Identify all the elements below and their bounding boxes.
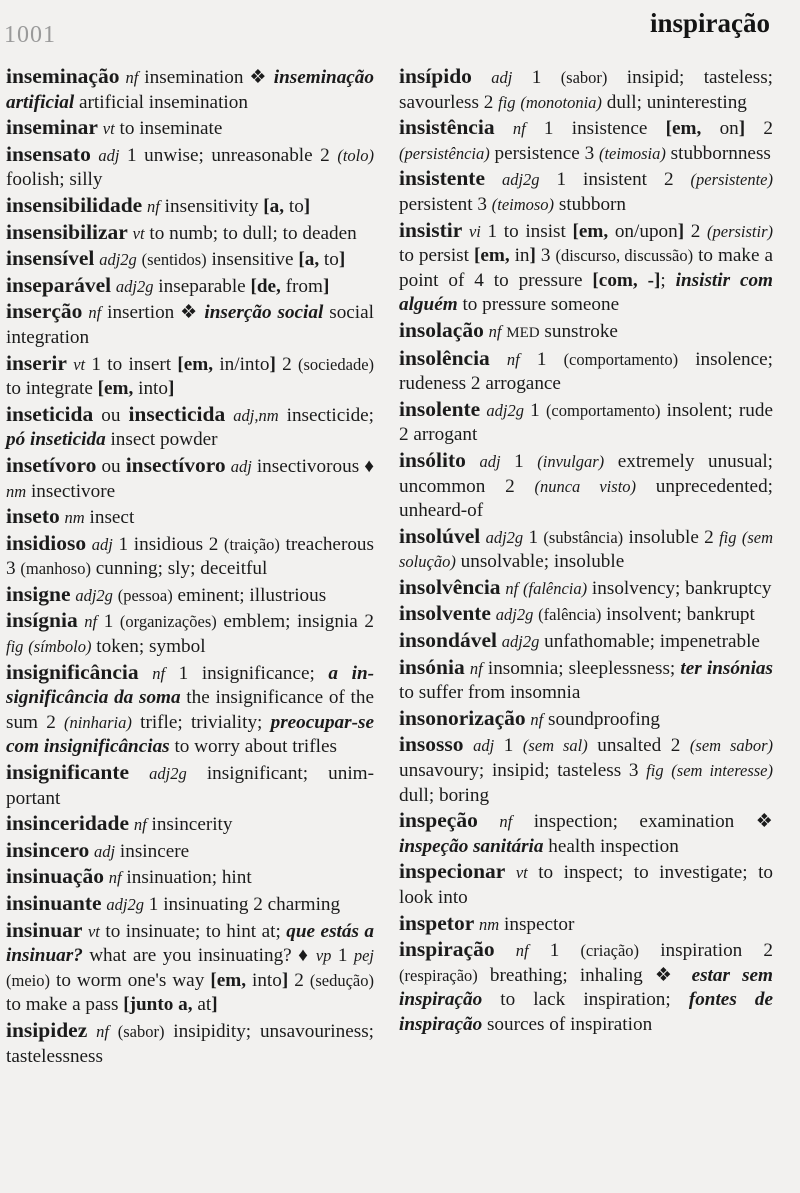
entry-insistente: insistente adj2g 1 insistent 2 (persistente) persistent 3 (teimoso) stubborn [399,166,773,215]
entry-inseminar: inseminar vt to inseminate [6,115,223,140]
entry-insercao: inserção nf insertion ❖ inserção social social integration [6,299,374,348]
entry-insignia: insígnia nf 1 (organizações) emblem; insignia 2 fig (símbolo) token; symbol [6,608,374,658]
right-column [399,64,773,1038]
entry-insonia: insónia nf insomnia; sleeplessness; ter insónias to suffer from insomnia [399,654,773,704]
entry-inspiracao: inspiração nf 1 (criação) inspiration 2 (respiração) breathing; inhaling ❖ estar sem inspiração to lack inspiration; fontes de inspiração sources of inspiration [399,937,774,1035]
entry-insolencia: insolência nf 1 (comportamento) insolence; rudeness 2 arrogance [399,345,774,395]
entry-insondavel: insondável adj2g unfathomable; impenetrable [399,628,760,653]
entry-insignificancia: insignificância nf 1 insignificance; a insignificância da soma the insignificance of the sum 2 (ninharia) trifle; triviality; preocupar-se com insignificâncias to worry about trifles [6,659,375,758]
entry-inseparavel: inseparável adj2g inseparable [de, from] [6,272,330,297]
entry-inseticida: inseticida ou insecticida adj,nm insecticide; pó inseticida insect powder [6,401,375,451]
entry-inspecao: inspeção nf inspection; examination ❖ inspeção sanitária health inspection [399,808,773,857]
entry-insincero: insincero adj insincere [6,837,190,862]
entry-insipido: insípido adj 1 (sabor) insipid; tasteless; savourless 2 fig (monotonia) dull; uninteresting [399,64,773,113]
entry-insolito: insólito adj 1 (invulgar) extremely unusual; uncommon 2 (nunca visto) unprecedented; unheard-of [399,447,774,522]
entry-insolvente: insolvente adj2g (falência) insolvent; bankrupt [399,601,755,626]
entry-insipidez: insipidez nf (sabor) insipidity; unsavouriness; tastelessness [6,1017,375,1067]
entry-insistir: insistir vi 1 to insist [em, on/upon] 2 (persistir) to persist [em, in] 3 (discurso, discussão) to make a point of 4 to pressure [com, -]; insistir com alguém to pressure someone [399,217,773,316]
entry-insolvencia: insolvência nf (falência) insolvency; bankruptcy [399,574,772,599]
entry-inseminacao: inseminação nf insemination ❖ inseminação artificial artificial insemination [6,64,374,113]
entry-insignificante: insignificante adj2g insignificant; unimportant [6,760,374,809]
entry-insistencia: insistência nf 1 insistence [em, on] 2 (persistência) persistence 3 (teimosia) stubbornness [399,115,774,164]
running-head: inspiração [649,8,770,38]
entry-insonorizacao: insonorização nf soundproofing [399,705,660,730]
entry-insensibilidade: insensibilidade nf insensitivity [a, to] [6,192,311,217]
entry-insensivel: insensível adj2g (sentidos) insensitive [a, to] [6,246,346,271]
entry-insinuar: insinuar vt to insinuate; to hint at; que estás a insinuar? what are you insinuating? ♦ vp 1 pej (meio) to worm one's way [em, into] 2 (sedução) to make a pass [junto a, at] [6,917,374,1016]
entry-insinuacao: insinuação nf insinuation; hint [6,864,252,889]
entry-insinceridade: insinceridade nf insincerity [6,811,233,836]
entry-insolacao: insolação nf MED sunstroke [399,317,618,342]
entry-insensato: insensato adj 1 unwise; unreasonable 2 (tolo) foolish; silly [6,141,375,191]
entry-inspetor: inspetor nm inspector [399,910,575,935]
entry-inspecionar: inspecionar vt to inspect; to investigate; to look into [399,859,774,908]
entry-insensibilizar: insensibilizar vt to numb; to dull; to deaden [6,219,357,244]
entry-insetivoro: insetívoro ou insectívoro adj insectivorous ♦ nm insectivore [6,452,375,502]
entry-insidioso: insidioso adj 1 insidious 2 (traição) treacherous 3 (manhoso) cunning; sly; deceitful [6,530,374,580]
entry-insolente: insolente adj2g 1 (comportamento) insolent; rude 2 arrogant [399,396,774,446]
entry-insinuante: insinuante adj2g 1 insinuating 2 charming [6,891,341,915]
page-number: 1001 [4,22,56,48]
entry-inserir: inserir vt 1 to insert [em, in/into] 2 (sociedade) to integrate [em, into] [6,350,375,400]
entry-insosso: insosso adj 1 (sem sal) unsalted 2 (sem sabor) unsavoury; insipid; tasteless 3 fig (sem interesse) dull; boring [399,732,774,806]
entry-insoluvel: insolúvel adj2g 1 (substância) insoluble 2 fig (sem solução) unsolvable; insoluble [399,523,773,573]
entry-inseto: inseto nm insect [6,504,135,529]
entry-insigne: insigne adj2g (pessoa) eminent; illustrious [6,581,327,606]
left-column [6,64,374,1069]
